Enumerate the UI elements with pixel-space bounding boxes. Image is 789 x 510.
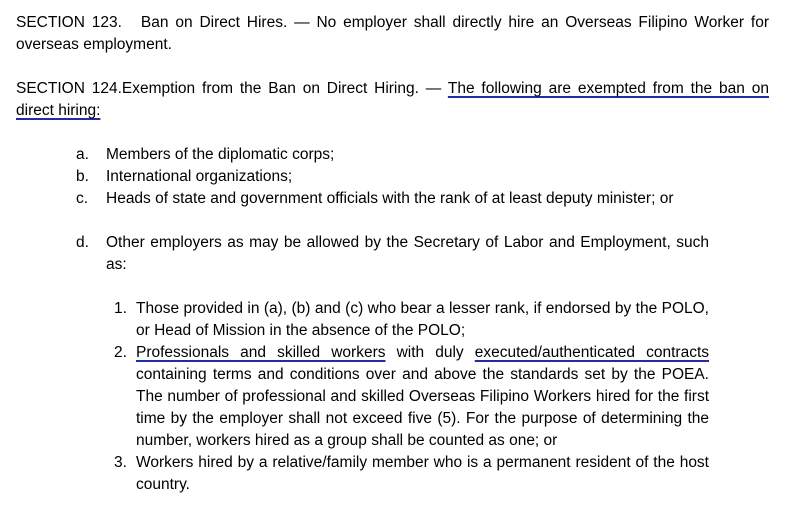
section-124-label: SECTION 124.	[16, 80, 122, 97]
sub-item-text: Those provided in (a), (b) and (c) who bear a lesser rank, if endorsed by the POLO, or Head of Mission in the absence of the POLO;	[136, 300, 709, 339]
exemption-item-c	[76, 188, 709, 210]
sub-item-text-part: containing terms and conditions over and above the standards set by the POEA. The number of professional and skilled Overseas Filipino Workers hired for the first time by the employer shall not exceed five (5). For the purpose of determining the number, workers hired as a group shall be counted as one; or	[136, 366, 709, 449]
sub-item-text-part: with duly	[385, 344, 475, 361]
section-124-title: Exemption from the Ban on Direct Hiring. —	[121, 80, 448, 97]
section-123-label: SECTION 123.	[16, 14, 122, 31]
list-item-text: Members of the diplomatic corps;	[106, 146, 335, 163]
exemption-item-b	[76, 166, 709, 188]
list-item-text: International organizations;	[106, 168, 293, 185]
list-marker: d.	[76, 234, 89, 251]
section-124-underlined-text: The following are exempted from the ban on direct hiring:	[16, 80, 769, 119]
sub-item-3	[114, 452, 709, 496]
sub-list-marker: 1.	[114, 300, 127, 317]
list-item-text: Heads of state and government officials with the rank of at least deputy minister; or	[106, 190, 674, 207]
list-marker: b.	[76, 168, 89, 185]
exemption-item-d	[76, 232, 709, 276]
sub-item-text	[136, 342, 709, 452]
section-123-text: Ban on Direct Hires. — No employer shall directly hire an Overseas Filipino Worker for overseas employment.	[16, 14, 769, 53]
sub-item-text: Workers hired by a relative/family member who is a permanent resident of the host country.	[136, 454, 709, 493]
underlined-contracts: executed/authenticated contracts	[474, 344, 710, 361]
underlined-professionals: Professionals and skilled workers	[136, 344, 386, 361]
sub-list-marker: 2.	[114, 344, 127, 361]
sub-item-1	[114, 298, 709, 342]
sub-item-2	[114, 342, 709, 452]
section-124	[16, 78, 769, 122]
list-marker: c.	[76, 190, 89, 207]
list-marker: a.	[76, 146, 89, 163]
exemption-item-a	[76, 144, 709, 166]
sub-list-marker: 3.	[114, 454, 127, 471]
section-123	[16, 12, 769, 56]
list-item-text: Other employers as may be allowed by the Secretary of Labor and Employment, such as:	[106, 234, 709, 273]
